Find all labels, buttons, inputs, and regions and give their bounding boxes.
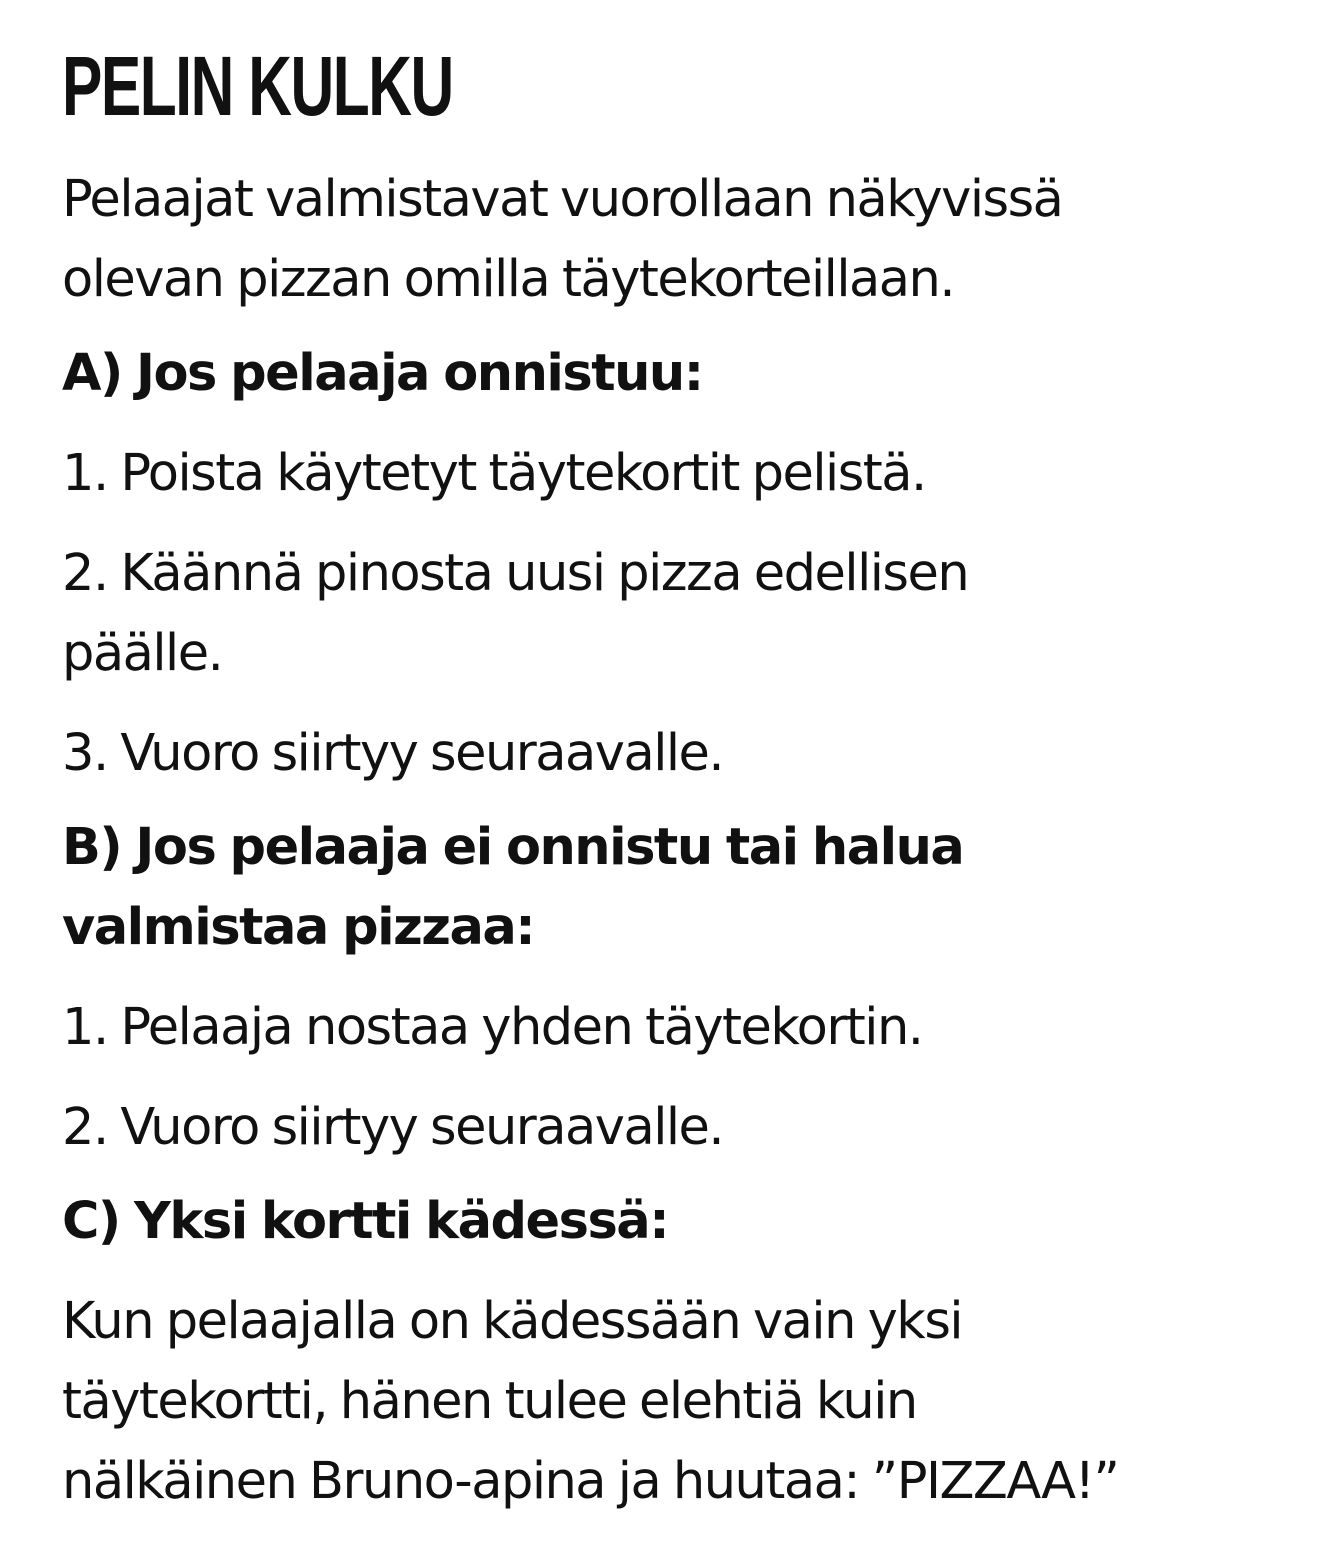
section-a-item-1: 1. Poista käytetyt täytekortit pelistä. — [62, 444, 926, 503]
intro-line: olevan pizzan omilla täytekorteillaan. — [62, 250, 955, 309]
section-c-text-line: nälkäinen Bruno-apina ja huutaa: ”PIZZAA!” — [62, 1452, 1119, 1511]
section-c-text-line: Kun pelaajalla on kädessään vain yksi — [62, 1292, 963, 1351]
page-title: PELIN KULKU — [62, 39, 453, 133]
section-c-heading: C) Yksi kortti kädessä: — [62, 1192, 669, 1251]
section-a-item-2 — [62, 534, 1292, 694]
rules-page — [62, 30, 1292, 1522]
section-c — [62, 1182, 1292, 1522]
section-a-heading: A) Jos pelaaja onnistuu: — [62, 344, 703, 403]
section-b-item-2: 2. Vuoro siirtyy seuraavalle. — [62, 1098, 724, 1157]
section-a-item-3: 3. Vuoro siirtyy seuraavalle. — [62, 724, 724, 783]
intro-line: Pelaajat valmistavat vuorollaan näkyvissä — [62, 170, 1063, 229]
section-a — [62, 334, 1292, 794]
section-b-heading-line: valmistaa pizzaa: — [62, 898, 535, 957]
section-b-heading-line: B) Jos pelaaja ei onnistu tai halua — [62, 818, 964, 877]
intro-paragraph — [62, 160, 1292, 320]
section-b — [62, 808, 1292, 1168]
section-c-text-line: täytekortti, hänen tulee elehtiä kuin — [62, 1372, 917, 1431]
section-b-item-1: 1. Pelaaja nostaa yhden täytekortin. — [62, 998, 923, 1057]
section-c-text — [62, 1282, 1292, 1522]
section-a-item-2-line: päälle. — [62, 624, 223, 683]
section-a-item-2-line: 2. Käännä pinosta uusi pizza edellisen — [62, 544, 969, 603]
